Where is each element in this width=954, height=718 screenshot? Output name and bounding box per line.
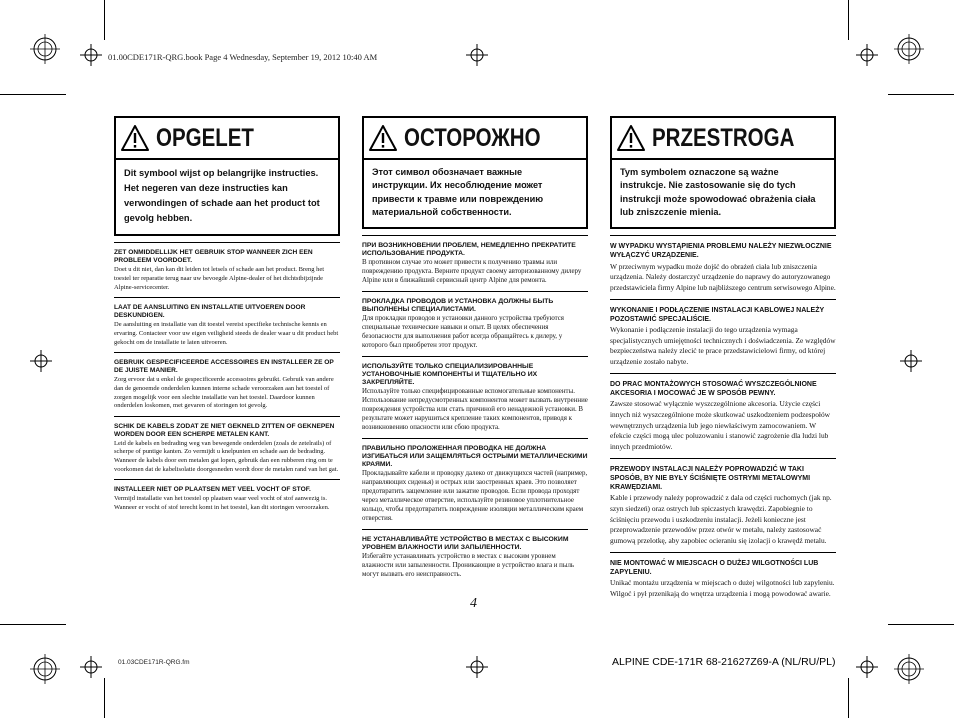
instruction-section [610,458,836,547]
footer-model-code: ALPINE CDE-171R 68-21627Z69-A (NL/RU/PL) [612,656,836,668]
instruction-section [114,242,340,292]
section-heading: DO PRAC MONTAŻOWYCH STOSOWAĆ WYSZCZEGÓLNIONE AKCESORIA I MOCOWAĆ JE W SPOSÓB PEWNY. [610,380,817,397]
instruction-section [114,416,340,475]
section-heading: INSTALLEER NIET OP PLAATSEN MET VEEL VOCHT OF STOF. [114,486,311,494]
instruction-sections [362,235,588,580]
instruction-section [114,479,340,512]
crop-line [104,0,105,40]
instruction-sections [114,242,340,513]
section-body: Zawsze stosować wyłącznie wyszczególnione akcesoria. Użycie części innych niż wyszczególnione może skutkować uszkodzeniem podzespołów wewnętrznych urządzenia lub jego niewłaściwym zamocowaniem. W efekcie części mogą ulec poluzowaniu i stanowić zagrożenie dla ludzi lub innych przedmiotów. [610,399,831,452]
section-body: В противном случае это может привести к получению травмы или повреждению продукта. Верните продукт своему авторизованному дилеру Alpine или в ближайший сервисный центр Alpine для ремонта. [362,259,582,285]
section-heading: NIE MONTOWAĆ W MIEJSCACH O DUŻEJ WILGOTNOŚCI LUB ZAPYLENIU. [610,559,819,576]
section-heading: GEBRUIK GESPECIFICEERDE ACCESSOIRES EN INSTALLEER ZE OP DE JUISTE MANIER. [114,359,334,375]
registration-mark-bottom-right [894,654,924,684]
section-body: Прокладывайте кабели и проводку далеко от движущихся частей (например, направляющих сиденья) и острых или заостренных краев. Это позволяет предотвратить защемление или зажатие проводов. Если провода проходят через металлическое отверстие, используйте резиновое уплотнительное кольцо, чтобы предотвратить повреждение изоляции металлическим краем отверстия. [362,470,588,522]
instruction-sections [610,235,836,599]
instruction-section [114,352,340,411]
warning-title: PRZESTROGA [652,123,795,152]
instruction-section [362,235,588,286]
section-body: Unikać montażu urządzenia w miejscach o dużej wilgotności lub zapyleniu. Wilgoć i pył przenikają do wnętrza urządzenia i mogą powodować awarie. [610,577,835,598]
warning-title: OPGELET [156,123,254,152]
column-polish [610,116,836,604]
instruction-section [610,235,836,293]
warning-triangle-icon [616,124,646,152]
section-body: Doet u dit niet, dan kan dit leiden tot letsels of schade aan het product. Breng het toestel ter reparatie terug naar uw bevoegde Alpine-dealer of het dichtstbijzijnde Alpine-servicecenter. [114,266,325,291]
instruction-section [114,297,340,347]
crop-line [0,624,66,625]
section-heading: W WYPADKU WYSTĄPIENIA PROBLEMU NALEŻY NIEZWŁOCZNIE WYŁĄCZYĆ URZĄDZENIE. [610,243,832,260]
column-russian [362,116,588,585]
footer-file-name: 01.03CDE171R-QRG.fm [118,659,190,666]
crop-line [888,94,954,95]
section-heading: НЕ УСТАНАВЛИВАЙТЕ УСТРОЙСТВО В МЕСТАХ С ВЫСОКИМ УРОВНЕМ ВЛАЖНОСТИ ИЛИ ЗАПЫЛЕННОСТИ. [362,535,569,551]
section-heading: ПРИ ВОЗНИКНОВЕНИИ ПРОБЛЕМ, НЕМЕДЛЕННО ПРЕКРАТИТЕ ИСПОЛЬЗОВАНИЕ ПРОДУКТА. [362,242,576,258]
crosshair-mark-bottom-center [466,656,488,678]
instruction-section [610,373,836,453]
warning-triangle-icon [120,124,150,152]
instruction-section [610,299,836,368]
crop-line [888,624,954,625]
section-body: Избегайте устанавливать устройство в местах с высоким уровнем влажности или запыленности. Проникающие в устройство влага и пыль могут вызвать его неисправность. [362,553,575,578]
crosshair-mark-bottom-right [856,656,878,678]
section-heading: PRZEWODY INSTALACJI NALEŻY POPROWADZIĆ W TAKI SPOSÓB, BY NIE BYŁY ŚCIŚNIĘTE OSTRYMI METALOWYMI KRAWĘDZIAMI. [610,465,811,491]
section-heading: ПРОКЛАДКА ПРОВОДОВ И УСТАНОВКА ДОЛЖНЫ БЫТЬ ВЫПОЛНЕНЫ СПЕЦИАЛИСТАМИ. [362,298,554,314]
warning-header [362,116,588,158]
warning-title: ОСТОРОЖНО [404,123,541,152]
warning-intro: Tym symbolem oznaczone są ważne instrukcje. Nie zastosowanie się do tych instrukcji może spowodować obrażenia ciała lub zniszczenie mienia. [610,158,836,229]
instruction-section [362,529,588,580]
column-dutch [114,116,340,518]
instruction-section [610,552,836,600]
section-body: Leid de kabels en bedrading weg van bewegende onderdelen (zoals de zetelrails) of scherpe of puntige kanten. Zo vermijdt u knelpunten en schade aan de bedrading. Wanneer de kabels door een metalen gat lopen, gebruik dan een rubberen ring om te voorkomen dat de kabelisolatie doorgesneden wordt door de metalen rand van het gat. [114,439,339,473]
section-heading: SCHIK DE KABELS ZODAT ZE NIET GEKNELD ZITTEN OF GEKNEPEN WORDEN DOOR EEN SCHERPE METALEN KANT. [114,422,335,438]
page-number: 4 [470,596,477,611]
section-body: Kable i przewody należy poprowadzić z dala od części ruchomych (jak np. szyn siedzeń) oraz ostrych lub spiczastych krawędzi. Zapobiegnie to ściśnięciu przewodu i uszkodzeniu instalacji. Jeżeli konieczne jest przeprowadzenie przewodów przez otwór w metalu, należy zastosować gumową przelotkę, aby zapobiec ocieraniu się izolacji o krawędź metalu. [610,493,832,545]
section-heading: ZET ONMIDDELLIJK HET GEBRUIK STOP WANNEER ZICH EEN PROBLEEM VOORDOET. [114,249,313,265]
registration-mark-top-right [894,34,924,64]
instruction-section [362,291,588,351]
section-body: De aansluiting en installatie van dit toestel vereist specifieke technische kennis en ervaring. Contacteer voor uw eigen veiligheid steeds de dealer waar u dit product hebt gekocht om de installatie te laten uitvoeren. [114,321,339,346]
warning-intro: Dit symbool wijst op belangrijke instructies. Het negeren van deze instructies kan verwondingen of schade aan het product tot gevolg hebben. [114,158,340,236]
warning-header [114,116,340,158]
section-heading: ИСПОЛЬЗУЙТЕ ТОЛЬКО СПЕЦИАЛИЗИРОВАННЫЕ УСТАНОВОЧНЫЕ КОМПОНЕНТЫ И ТЩАТЕЛЬНО ИХ ЗАКРЕПЛЯЙТЕ. [362,363,538,387]
crosshair-mark-top-right [856,44,878,66]
warning-triangle-icon [368,124,398,152]
crop-line [848,0,849,40]
section-body: Vermijd installatie van het toestel op plaatsen waar veel vocht of stof aanwezig is. Wanneer er vocht of stof terecht komt in het toestel, kan dit storingen veroorzaken. [114,495,330,512]
crosshair-mark-top-center [466,44,488,66]
section-heading: LAAT DE AANSLUITING EN INSTALLATIE UITVOEREN DOOR DESKUNDIGEN. [114,304,306,320]
crosshair-mark-bottom-left [80,656,102,678]
warning-header [610,116,836,158]
warning-intro: Этот символ обозначает важные инструкции. Их несоблюдение может привести к травме или повреждению материальной собственности. [362,158,588,229]
crosshair-mark-top-left [80,44,102,66]
section-body: Wykonanie i podłączenie instalacji do tego urządzenia wymaga specjalistycznych umiejętności technicznych i doświadczenia. Ze względów bezpieczeństwa należy zlecić te prace przedstawicielowi firmy, od której urządzenie zostało nabyte. [610,324,836,367]
crop-line [104,678,105,718]
registration-mark-bottom-left [30,654,60,684]
instruction-section [362,356,588,433]
registration-mark-top-left [30,34,60,64]
instruction-section [362,438,588,524]
section-heading: WYKONANIE I PODŁĄCZENIE INSTALACJI KABLOWEJ NALEŻY POZOSTAWIĆ SPECJALIŚCIE. [610,306,825,323]
section-body: W przeciwnym wypadku może dojść do obrażeń ciała lub zniszczenia urządzenia. Należy dostarczyć urządzenie do naprawy do autoryzowanego przedstawiciela firmy Alpine lub najbliższego centrum serwisowego Alpine. [610,261,836,293]
section-body: Используйте только специфицированные вспомогательные компоненты. Использование непредусмотренных компонентов может вызвать внутренние повреждения устройства или стать причиной его ненадежной установки. В результате может нарушиться крепление таких компонентов, приводя к возникновению опасности или сбою продукта. [362,388,588,432]
section-heading: ПРАВИЛЬНО ПРОЛОЖЕННАЯ ПРОВОДКА НЕ ДОЛЖНА ИЗГИБАТЬСЯ ИЛИ ЗАЩЕМЛЯТЬСЯ ОСТРЫМИ МЕТАЛЛИЧЕСКИМИ КРАЯМИ. [362,445,588,469]
section-body: Для прокладки проводов и установки данного устройства требуются специальные технические навыки и опыт. В целях обеспечения безопасности для выполнения работ всегда обращайтесь к дилеру, у которого был приобретен этот продукт. [362,315,564,350]
crosshair-mark-mid-right [900,350,922,372]
section-body: Zorg ervoor dat u enkel de gespecificeerde accessoires gebruikt. Gebruik van andere dan de genoemde onderdelen kunnen interne schade veroorzaken aan het toestel of zorgen mogelijk voor een slechte installatie van het toestel. Daardoor kunnen onderdelen loskomen, met gevaren of storingen tot gevolg. [114,376,334,410]
crop-line [848,678,849,718]
crop-line [0,94,66,95]
crosshair-mark-mid-left [30,350,52,372]
file-info-header: 01.00CDE171R-QRG.book Page 4 Wednesday, September 19, 2012 10:40 AM [108,52,378,62]
